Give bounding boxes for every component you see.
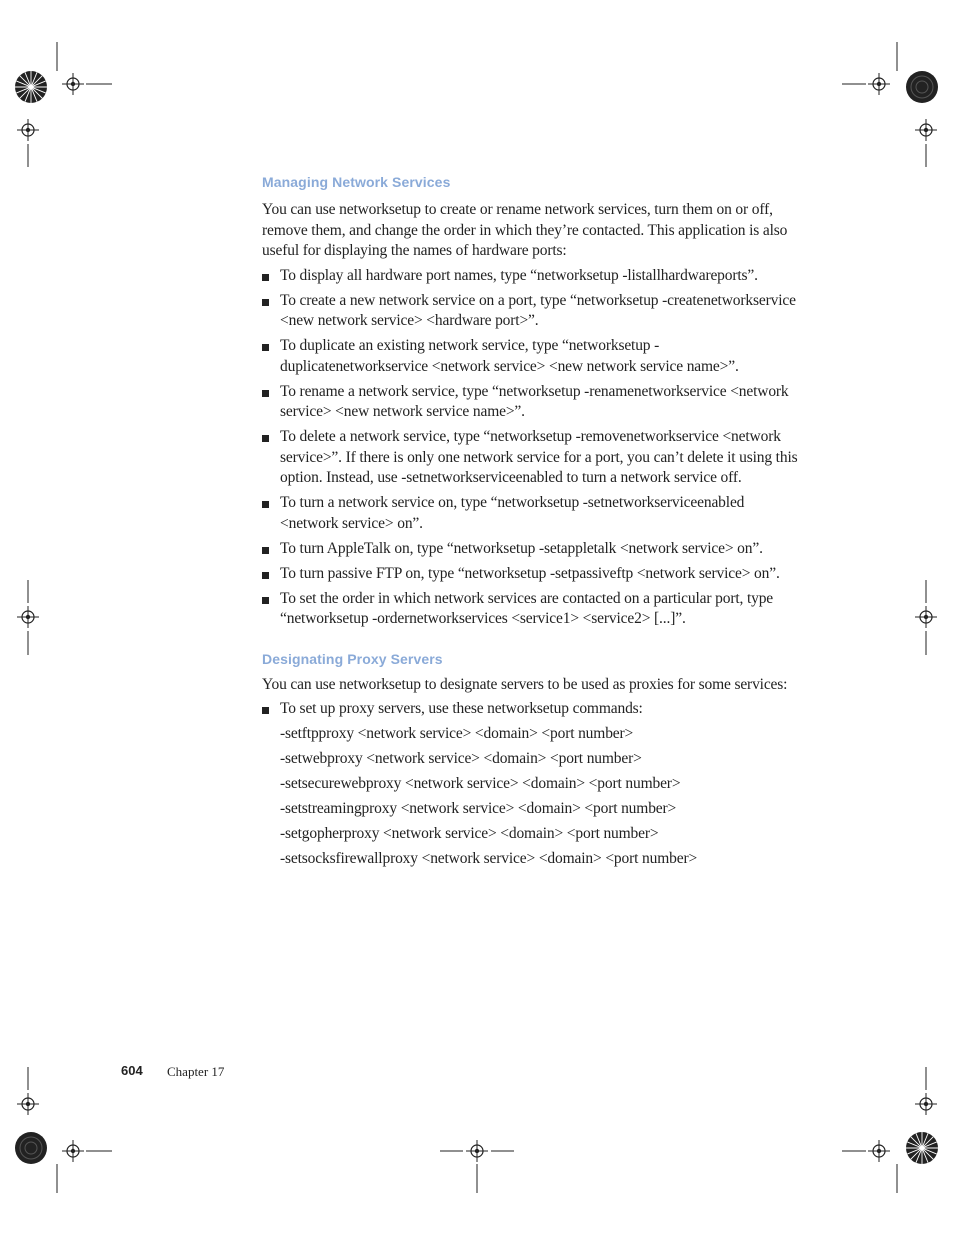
list-item [262,427,802,489]
list-item-text: To set up proxy servers, use these networksetup commands: [280,700,643,717]
bullet-list [262,699,802,720]
section-heading: Designating Proxy Servers [262,650,443,667]
command-line: -setgopherproxy <network service> <domain> <port number> [280,825,659,842]
command-list [262,724,802,870]
list-item-text: To delete a network service, type “networksetup -removenetworkservice <network service>”. If there is only one network service for a port, you can’t delete it using this option. Instead, use -setnetworkserviceenabled to turn a network service off. [280,428,798,486]
list-item-text: To create a new network service on a port, type “networksetup -createnetworkservice <new network service> <hardware port>”. [280,291,796,329]
list-item [262,564,802,585]
bullet-icon [262,274,269,281]
list-item [262,382,802,423]
list-item-text: To display all hardware port names, type “networksetup -listallhardwareports”. [280,266,758,284]
bullet-icon [262,501,269,508]
bullet-icon [262,597,269,604]
bullet-icon [262,299,269,306]
section-managing-network-services [262,172,802,630]
section-intro: You can use networksetup to create or rename network services, turn them on or off, remove them, and change the order in which they’re contacted. This application is also useful for displaying the names of hardware ports: [262,201,788,259]
list-item [262,266,802,287]
list-item-text: To rename a network service, type “networksetup -renamenetworkservice <network service> <new network service name>”. [280,382,789,420]
list-item [262,539,802,560]
command-line: -setftpproxy <network service> <domain> <port number> [280,725,634,742]
command-line: -setstreamingproxy <network service> <domain> <port number> [280,800,677,817]
page-number: 604 [121,1063,143,1078]
list-item-text: To set the order in which network services are contacted on a particular port, type “networksetup -ordernetworkservices <service1> <service2> [...]”. [280,589,774,627]
command-line: -setsocksfirewallproxy <network service> <domain> <port number> [280,850,698,867]
bullet-icon [262,707,269,714]
list-item [262,589,802,630]
chapter-label: Chapter 17 [167,1064,225,1079]
section-heading: Managing Network Services [262,174,451,190]
list-item-text: To turn a network service on, type “networksetup -setnetworkserviceenabled <network service> on”. [280,494,745,532]
list-item [262,336,802,377]
list-item [262,493,802,534]
list-item-text: To duplicate an existing network service, type “networksetup -duplicatenetworkservice <network service> <new network service name>”. [280,337,739,375]
list-item-text: To turn passive FTP on, type “networksetup -setpassiveftp <network service> on”. [280,564,780,582]
page-footer [121,1063,225,1079]
bullet-list [262,266,802,630]
bullet-icon [262,547,269,554]
command-line: -setsecurewebproxy <network service> <domain> <port number> [280,775,681,792]
list-item [262,699,802,720]
bullet-icon [262,572,269,579]
bullet-icon [262,390,269,397]
section-designating-proxy-servers [262,649,802,870]
command-line: -setwebproxy <network service> <domain> <port number> [280,750,642,767]
bullet-icon [262,344,269,351]
list-item-text: To turn AppleTalk on, type “networksetup -setappletalk <network service> on”. [280,539,763,557]
list-item [262,291,802,332]
section-intro: You can use networksetup to designate servers to be used as proxies for some services: [262,675,788,693]
bullet-icon [262,435,269,442]
page-content [262,172,802,870]
